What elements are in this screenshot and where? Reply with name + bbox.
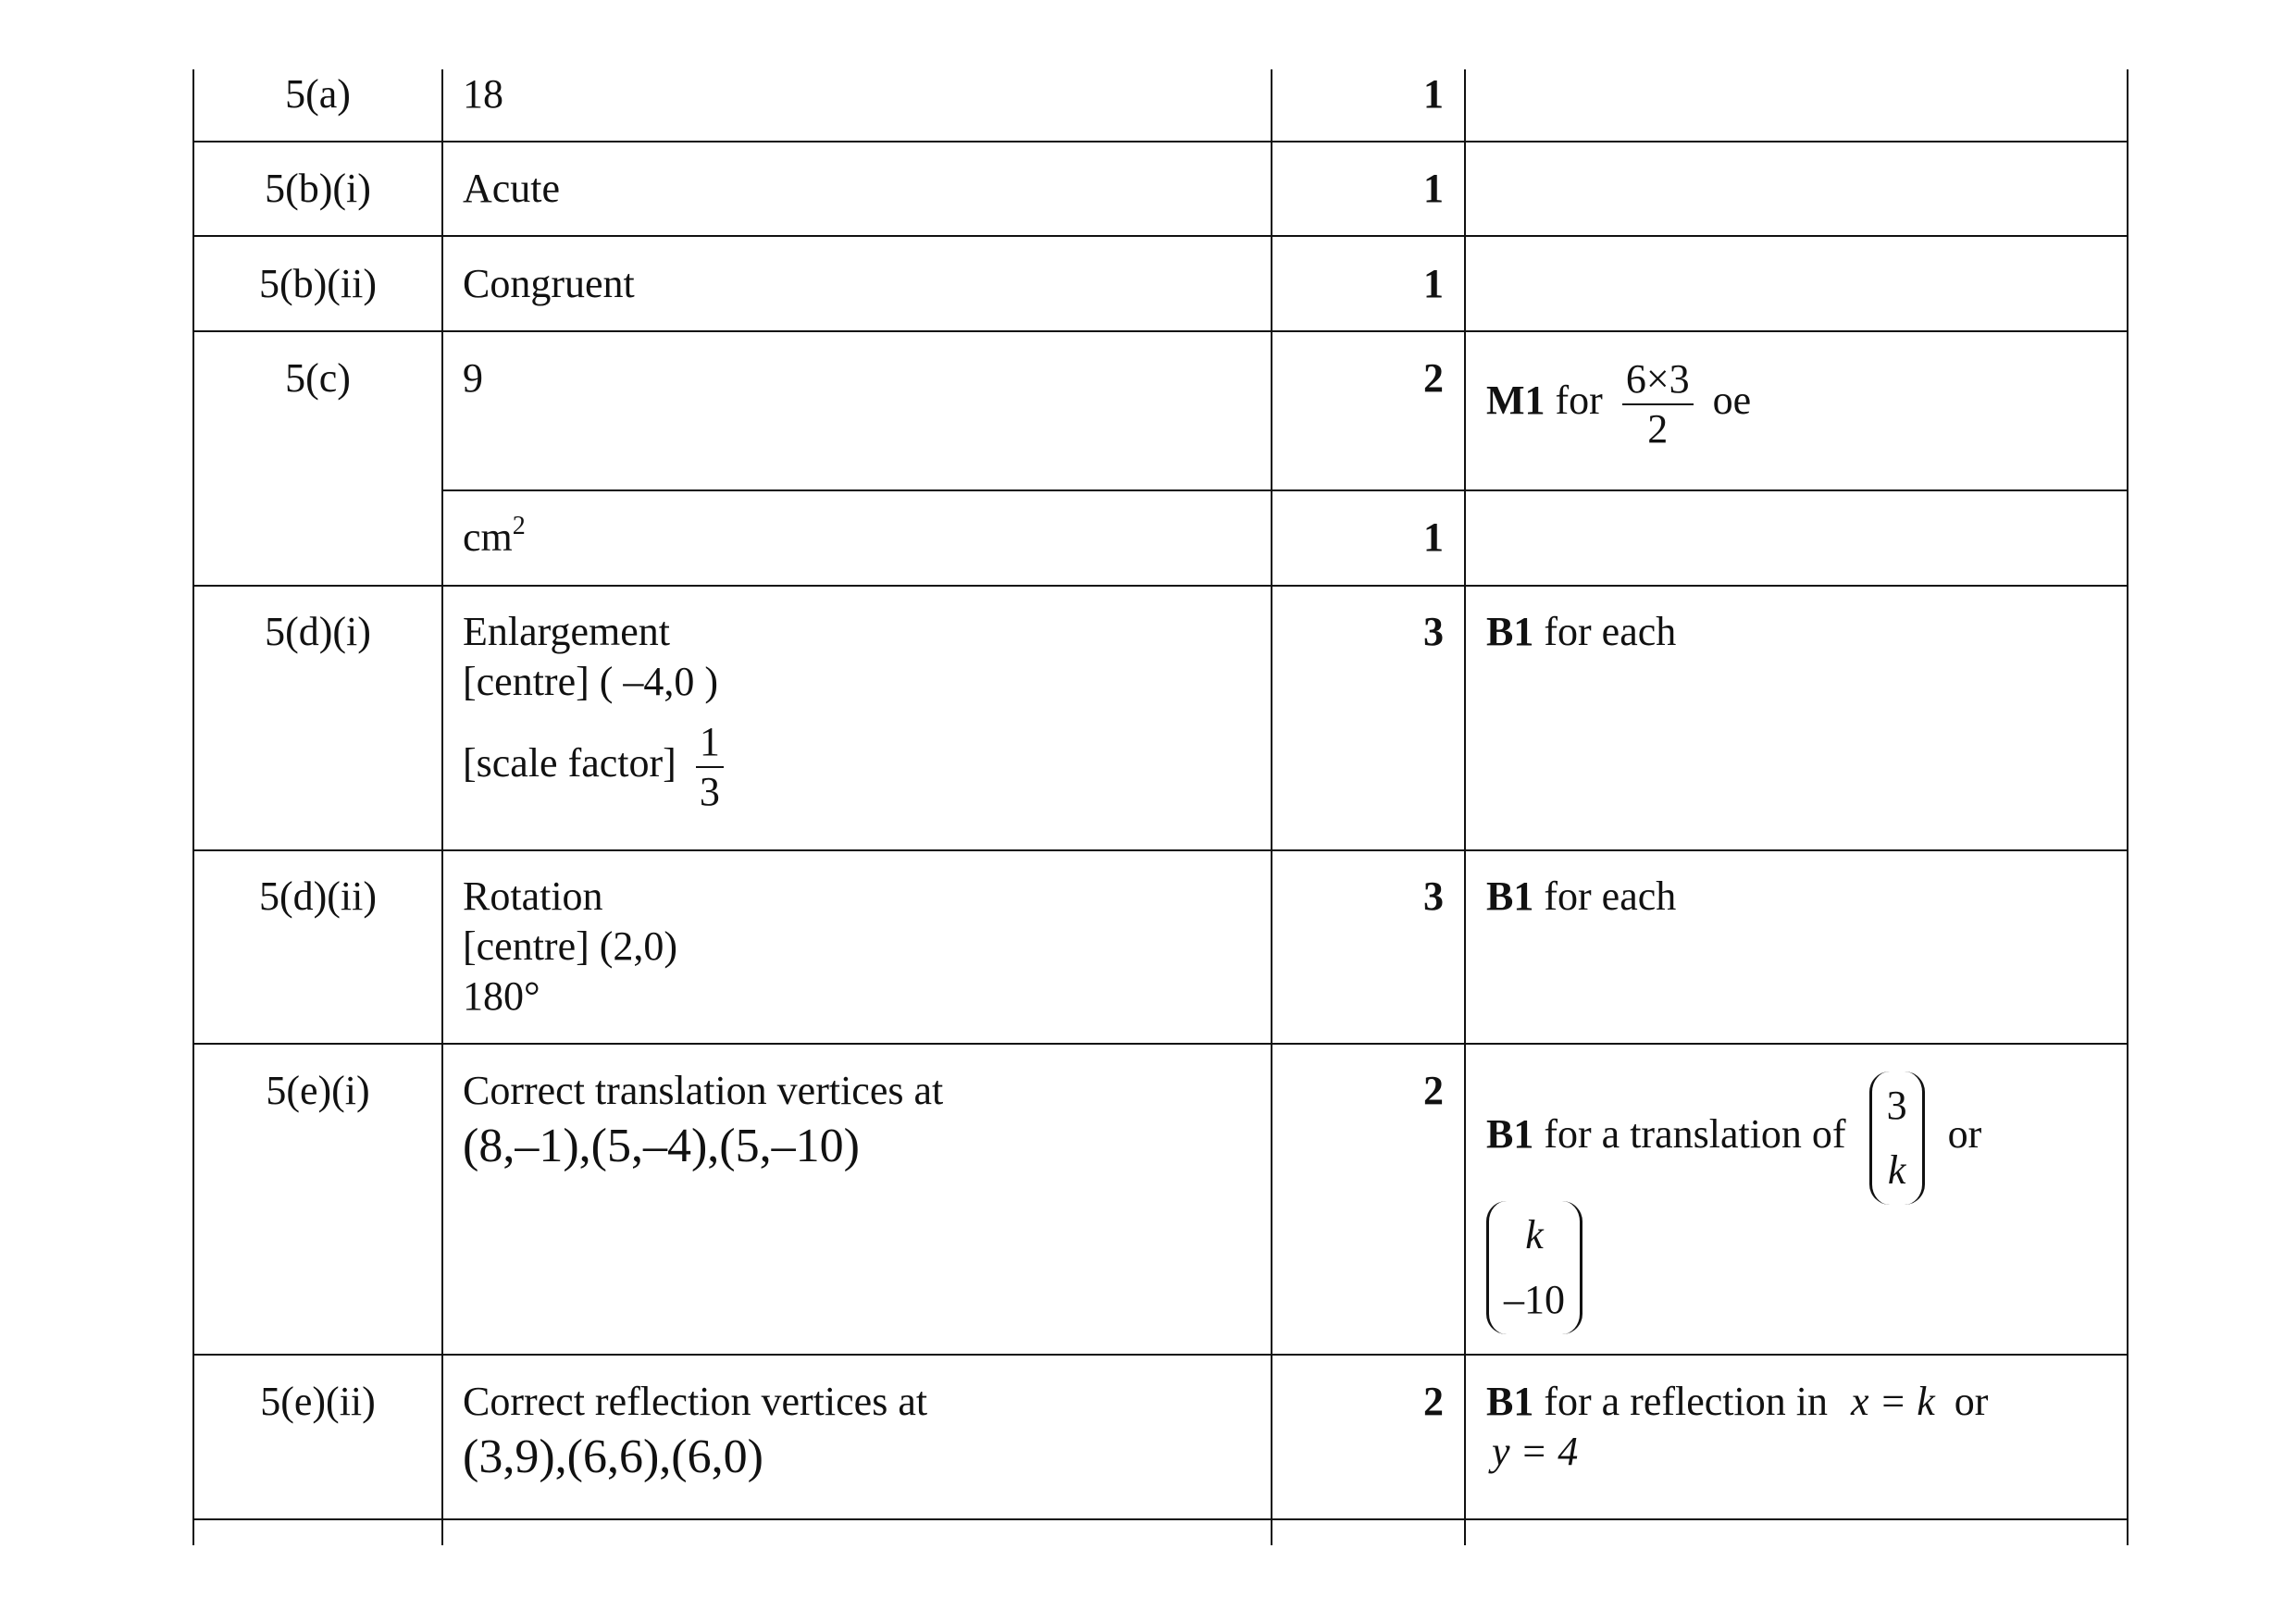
fraction-numerator: 6×3 [1622, 355, 1694, 405]
guidance-code: B1 [1486, 1379, 1534, 1424]
answer-line [463, 718, 733, 816]
question-number: 5(d)(i) [265, 609, 371, 654]
marks: 1 [1423, 514, 1444, 560]
guidance-text: oe [1712, 378, 1752, 424]
row-divider [192, 1043, 2128, 1045]
unit-base: cm [463, 514, 513, 560]
row-divider [441, 489, 2128, 491]
answer-line: Rotation [463, 873, 603, 919]
marks: 1 [1423, 166, 1444, 211]
answer-line: (3,9),(6,6),(6,0) [463, 1431, 763, 1483]
guidance-continued [1486, 1201, 1595, 1334]
guidance-text: or [1947, 1111, 1982, 1158]
guidance-continued [1492, 1427, 1578, 1477]
marks: 2 [1423, 355, 1444, 401]
scale-factor-fraction [696, 718, 724, 816]
row-divider [192, 849, 2128, 851]
vector-top: k [1525, 1212, 1544, 1257]
answer-line: Enlargement [463, 609, 670, 654]
row-divider [192, 1518, 2128, 1520]
question-number: 5(b)(i) [265, 166, 371, 211]
equation: x = k [1850, 1379, 1935, 1424]
guidance-text: for each [1544, 609, 1677, 654]
question-number: 5(b)(ii) [258, 261, 378, 306]
guidance [1486, 1072, 1981, 1205]
fraction-numerator: 1 [696, 718, 724, 768]
answer-line: Correct reflection vertices at [463, 1379, 928, 1424]
answer: 9 [463, 355, 483, 401]
guidance-text: for [1555, 378, 1603, 424]
column-divider-question [441, 69, 443, 1545]
question-number: 5(e)(ii) [260, 1379, 376, 1424]
answer-line: [centre] (2,0) [463, 923, 678, 969]
question-number: 5(a) [285, 71, 351, 117]
marks: 3 [1423, 609, 1444, 654]
answer-line: (8,–1),(5,–4),(5,–10) [463, 1120, 860, 1172]
guidance [1486, 1377, 1988, 1427]
guidance-code: B1 [1486, 609, 1534, 654]
guidance-code: B1 [1486, 1111, 1534, 1158]
row-divider [192, 235, 2128, 237]
question-number: 5(e)(i) [266, 1068, 370, 1113]
question-number: 5(c) [285, 355, 351, 401]
marks: 1 [1423, 261, 1444, 306]
equation: y = 4 [1492, 1429, 1579, 1474]
row-divider [192, 1354, 2128, 1356]
marks: 1 [1423, 71, 1444, 117]
answer-units [463, 513, 526, 563]
marks: 2 [1423, 1068, 1444, 1113]
table-border-right [2127, 69, 2128, 1545]
guidance [1486, 355, 1751, 453]
guidance-text: for a translation of [1544, 1111, 1846, 1158]
answer: Congruent [463, 261, 635, 306]
guidance [1486, 607, 1676, 657]
guidance-code: B1 [1486, 873, 1534, 919]
fraction-denominator: 2 [1647, 406, 1669, 452]
guidance [1486, 872, 1676, 922]
vector-bottom: –10 [1504, 1277, 1565, 1322]
guidance-text: for each [1544, 873, 1677, 919]
guidance-code: M1 [1486, 378, 1545, 424]
answer-line: 180° [463, 973, 540, 1019]
answer-line: Correct translation vertices at [463, 1068, 944, 1113]
row-divider [192, 330, 2128, 332]
question-number: 5(d)(ii) [258, 873, 378, 919]
vector-top: 3 [1886, 1083, 1907, 1128]
fraction [1622, 355, 1694, 453]
row-divider [192, 141, 2128, 142]
answer: 18 [463, 71, 503, 117]
answer-line: [centre] ( –4,0 ) [463, 659, 719, 704]
answer-text: [scale factor] [463, 740, 676, 787]
marks: 2 [1423, 1379, 1444, 1424]
marks: 3 [1423, 873, 1444, 919]
answer: Acute [463, 166, 561, 211]
column-vector [1486, 1201, 1582, 1334]
unit-exponent: 2 [512, 512, 526, 540]
column-divider-marks [1464, 69, 1466, 1545]
guidance-text: for a reflection in [1544, 1379, 1828, 1424]
column-divider-answer [1271, 69, 1272, 1545]
guidance-text: or [1954, 1379, 1989, 1424]
row-divider [192, 585, 2128, 587]
vector-bottom: k [1887, 1147, 1906, 1193]
column-vector [1869, 1072, 1925, 1205]
fraction-denominator: 3 [699, 769, 720, 814]
